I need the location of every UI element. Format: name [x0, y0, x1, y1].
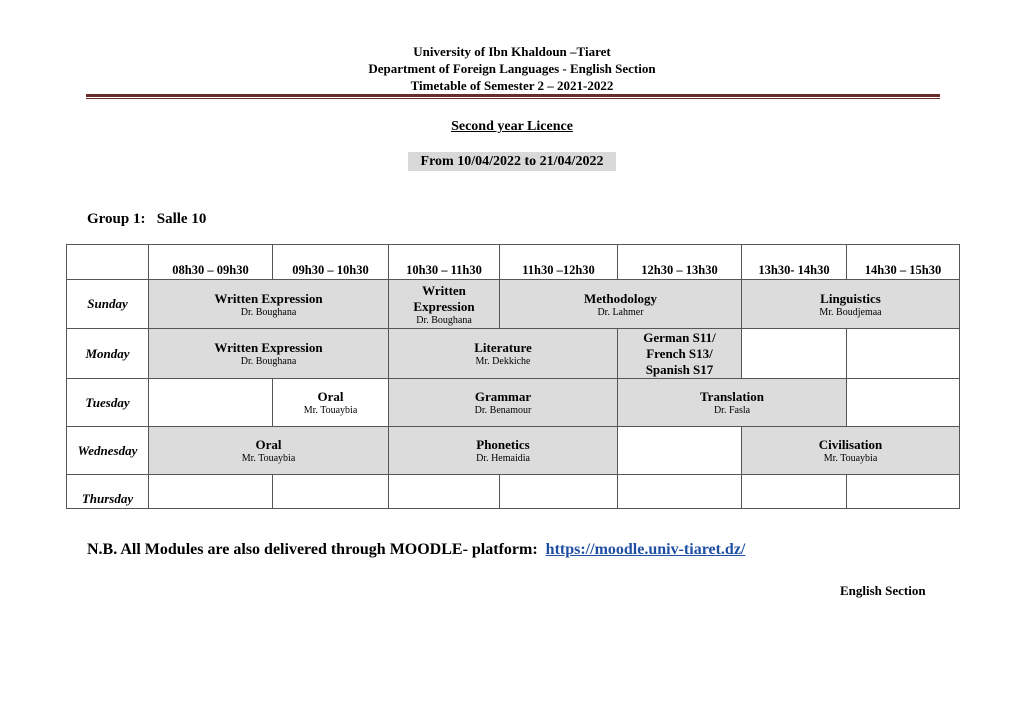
- date-range: From 10/04/2022 to 21/04/2022: [408, 152, 616, 171]
- time-slot: 09h30 – 10h30: [273, 245, 389, 280]
- day-label: Thursday: [67, 475, 149, 509]
- timetable-title: Timetable of Semester 2 – 2021-2022: [410, 78, 614, 93]
- session-cell: [273, 379, 389, 427]
- empty-cell: [149, 475, 273, 509]
- day-label: Sunday: [67, 280, 149, 329]
- time-header-row: [67, 245, 960, 280]
- session-cell: [149, 280, 389, 329]
- session-subject: Translation: [699, 389, 765, 404]
- day-label: Monday: [67, 329, 149, 379]
- session-subject: Grammar: [474, 389, 532, 404]
- day-row-monday: [67, 329, 960, 379]
- time-slot: 12h30 – 13h30: [618, 245, 742, 280]
- group-label: Group 1: Salle 10: [87, 211, 207, 227]
- empty-cell: [149, 379, 273, 427]
- empty-cell: [847, 475, 960, 509]
- session-teacher: Dr. Fasla: [713, 405, 751, 416]
- session-cell: [742, 280, 960, 329]
- session-subject: Civilisation: [818, 437, 883, 452]
- moodle-link[interactable]: https://moodle.univ-tiaret.dz/: [545, 541, 746, 558]
- empty-cell: [847, 379, 960, 427]
- empty-cell: [742, 475, 847, 509]
- session-teacher: Mr. Touaybia: [241, 453, 296, 464]
- session-subject: Methodology: [584, 290, 657, 306]
- session-cell: [742, 427, 960, 475]
- session-cell: [618, 379, 847, 427]
- day-label: Wednesday: [67, 427, 149, 475]
- empty-cell: [389, 475, 500, 509]
- session-teacher: Mr. Boudjemaa: [819, 306, 882, 318]
- session-teacher: Dr. Hemaidia: [476, 453, 530, 464]
- day-row-wednesday: [67, 427, 960, 475]
- session-teacher: Mr. Touaybia: [303, 405, 358, 416]
- session-teacher: Mr. Touaybia: [823, 453, 878, 464]
- session-cell: [149, 329, 389, 379]
- empty-cell: [273, 475, 389, 509]
- session-subject: German S11/ French S13/ Spanish S17: [643, 329, 716, 377]
- note-text: N.B. All Modules are also delivered through MOODLE- platform:: [87, 541, 538, 558]
- empty-cell: [742, 329, 847, 379]
- corner-cell: [67, 245, 149, 280]
- empty-cell: [618, 427, 742, 475]
- time-slot: 10h30 – 11h30: [389, 245, 500, 280]
- moodle-note: [87, 541, 745, 559]
- empty-cell: [847, 329, 960, 379]
- session-subject: Written Expression: [214, 290, 323, 306]
- time-slot: 08h30 – 09h30: [149, 245, 273, 280]
- time-slot: 14h30 – 15h30: [847, 245, 960, 280]
- day-row-sunday: [67, 280, 960, 329]
- header-rule-thin: [86, 98, 940, 99]
- department-name: Department of Foreign Languages - English Section: [368, 61, 656, 76]
- session-subject: Written Expression: [214, 340, 323, 355]
- day-row-thursday: [67, 475, 960, 509]
- session-teacher: Dr. Boughana: [416, 314, 472, 326]
- session-cell: [618, 329, 742, 379]
- session-cell: [389, 427, 618, 475]
- empty-cell: [500, 475, 618, 509]
- session-cell: [389, 329, 618, 379]
- time-slot: 11h30 –12h30: [500, 245, 618, 280]
- session-cell: [500, 280, 742, 329]
- timetable: [66, 244, 960, 509]
- session-subject: Oral: [317, 389, 344, 404]
- session-subject: Linguistics: [820, 290, 881, 306]
- session-teacher: Mr. Dekkiche: [475, 356, 531, 367]
- header-rule: [86, 94, 940, 97]
- session-subject: Written Expression: [413, 282, 475, 314]
- session-teacher: Dr. Benamour: [474, 405, 532, 416]
- day-label: Tuesday: [67, 379, 149, 427]
- session-subject: Phonetics: [476, 437, 530, 452]
- session-teacher: Dr. Boughana: [240, 356, 297, 367]
- session-cell: [389, 379, 618, 427]
- empty-cell: [618, 475, 742, 509]
- session-subject: Oral: [255, 437, 282, 452]
- session-cell: [389, 280, 500, 329]
- time-slot: 13h30- 14h30: [742, 245, 847, 280]
- session-teacher: Dr. Boughana: [240, 306, 297, 318]
- program-title: Second year Licence: [451, 119, 573, 134]
- day-row-tuesday: [67, 379, 960, 427]
- session-cell: [149, 427, 389, 475]
- section-signature: English Section: [840, 583, 926, 598]
- university-name: University of Ibn Khaldoun –Tiaret: [413, 44, 611, 59]
- session-subject: Literature: [474, 340, 532, 355]
- session-teacher: Dr. Lahmer: [597, 306, 644, 318]
